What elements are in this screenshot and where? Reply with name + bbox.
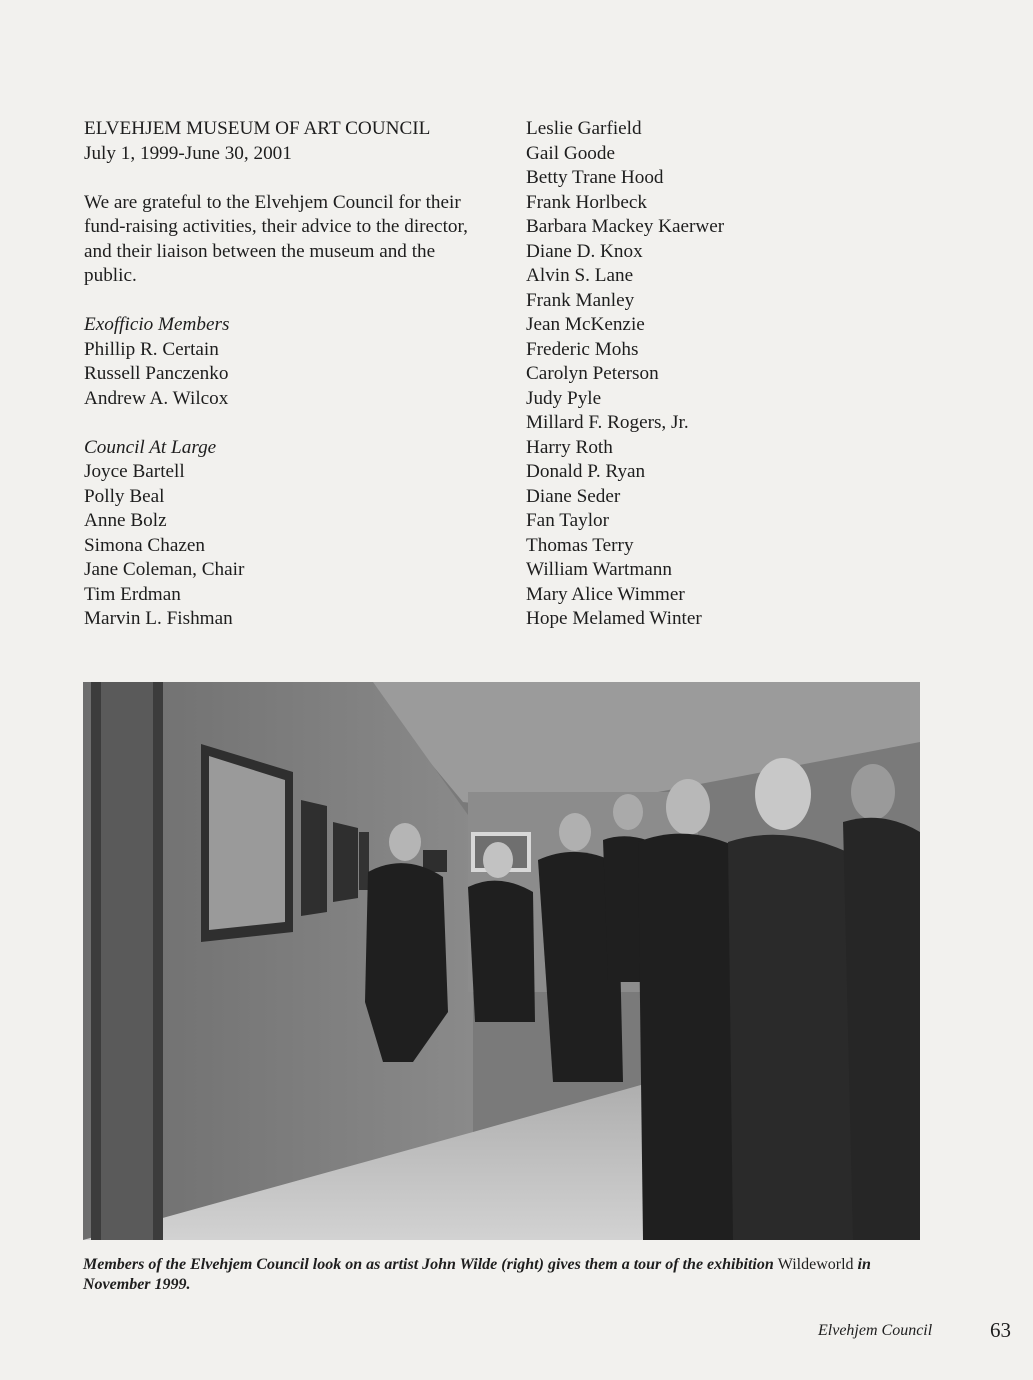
member-name: Fan Taylor bbox=[526, 510, 610, 531]
member-name: Barbara Mackey Kaerwer bbox=[526, 216, 725, 237]
member-name: Thomas Terry bbox=[526, 534, 634, 556]
member-name: Diane Seder bbox=[526, 485, 621, 507]
member-name: Hope Melamed Winter bbox=[526, 608, 702, 629]
member-name: Mary Alice Wimmer bbox=[526, 583, 685, 605]
member-name: Millard F. Rogers, Jr. bbox=[526, 412, 689, 433]
gallery-tour-photo bbox=[83, 682, 920, 1240]
exofficio-list bbox=[84, 338, 484, 412]
member-name: Gail Goode bbox=[526, 142, 615, 164]
council-list-left bbox=[84, 460, 484, 632]
exhibition-title: Wildeworld bbox=[777, 1256, 854, 1273]
caption-text: Members of the Elvehjem Council look on as artist John Wilde (right) gives them a tour of the exhibition bbox=[83, 1256, 774, 1273]
intro-line: We are grateful to the Elvehjem Council for their bbox=[84, 191, 461, 213]
member-name: Carolyn Peterson bbox=[526, 363, 659, 384]
member-name: Phillip R. Certain bbox=[84, 338, 219, 360]
right-column bbox=[526, 117, 946, 632]
photo-caption bbox=[83, 1255, 923, 1295]
intro-paragraph bbox=[84, 191, 484, 289]
member-name: Leslie Garfield bbox=[526, 118, 642, 139]
page-number: 63 bbox=[990, 1318, 1011, 1342]
member-name: Frederic Mohs bbox=[526, 338, 639, 360]
member-name: Donald P. Ryan bbox=[526, 461, 646, 482]
member-name: William Wartmann bbox=[526, 559, 672, 580]
member-name: Jean McKenzie bbox=[526, 314, 645, 335]
member-name: Polly Beal bbox=[84, 485, 165, 507]
member-name: Frank Horlbeck bbox=[526, 191, 647, 213]
council-date-range: July 1, 1999-June 30, 2001 bbox=[84, 142, 292, 164]
caption-text-end: in November 1999. bbox=[83, 1256, 871, 1293]
left-column bbox=[84, 117, 484, 632]
member-name: Betty Trane Hood bbox=[526, 167, 664, 188]
council-title: ELVEHJEM MUSEUM OF ART COUNCIL bbox=[84, 118, 431, 139]
member-name: Frank Manley bbox=[526, 289, 635, 311]
member-name: Simona Chazen bbox=[84, 534, 205, 556]
intro-line: and their liaison between the museum and the bbox=[84, 240, 436, 262]
intro-line: fund-raising activities, their advice to the director, bbox=[84, 216, 468, 237]
member-name: Anne Bolz bbox=[84, 510, 167, 531]
running-footer: Elvehjem Council bbox=[818, 1322, 933, 1339]
gallery-tour-photo-illustration bbox=[83, 682, 920, 1240]
council-at-large-heading: Council At Large bbox=[84, 436, 217, 458]
exofficio-heading: Exofficio Members bbox=[84, 314, 230, 335]
member-name: Alvin S. Lane bbox=[526, 265, 634, 286]
member-name: Diane D. Knox bbox=[526, 240, 643, 262]
member-name: Harry Roth bbox=[526, 436, 613, 458]
member-name: Russell Panczenko bbox=[84, 363, 229, 384]
member-name: Andrew A. Wilcox bbox=[84, 387, 229, 409]
member-name: Tim Erdman bbox=[84, 583, 181, 605]
intro-line: public. bbox=[84, 265, 137, 286]
member-name: Jane Coleman, Chair bbox=[84, 559, 245, 580]
member-name: Marvin L. Fishman bbox=[84, 608, 233, 629]
member-name: Joyce Bartell bbox=[84, 461, 185, 482]
member-name: Judy Pyle bbox=[526, 387, 602, 409]
council-list-right bbox=[526, 117, 946, 632]
